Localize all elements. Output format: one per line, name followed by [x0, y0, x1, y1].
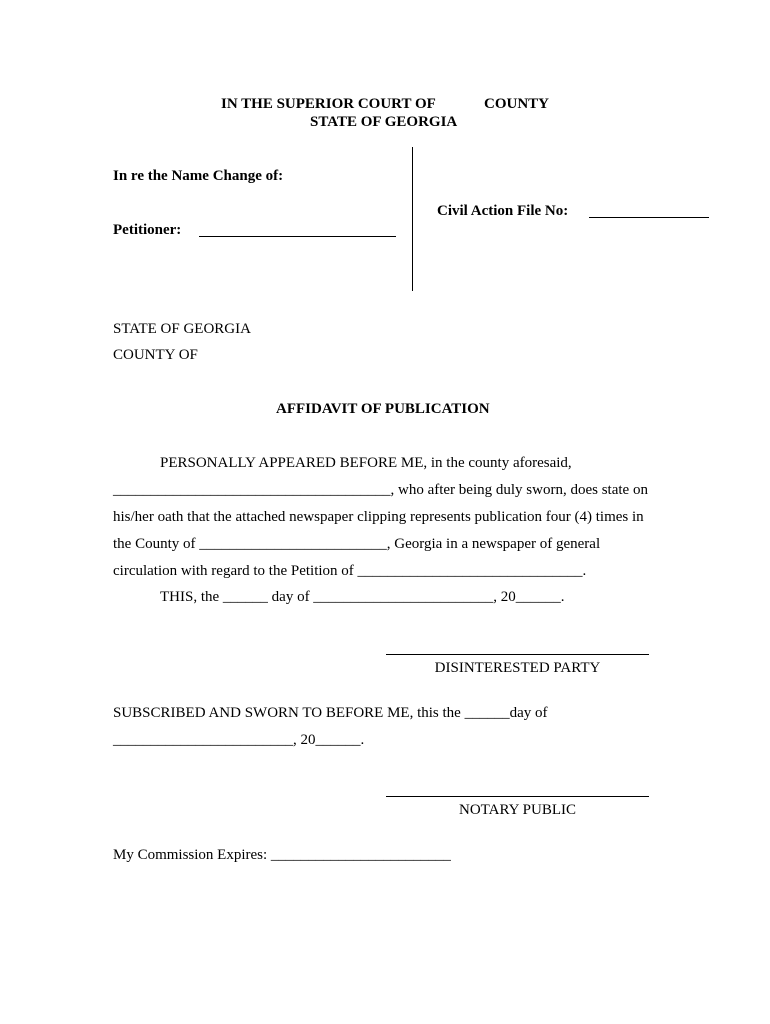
venue-state: STATE OF GEORGIA [113, 321, 251, 337]
body-line-5: circulation with regard to the Petition of ______________________________. [113, 563, 587, 579]
subscribed-line-1: SUBSCRIBED AND SWORN TO BEFORE ME, this the ______day of [113, 705, 548, 721]
caption-divider [412, 147, 413, 291]
document-title: AFFIDAVIT OF PUBLICATION [276, 401, 490, 417]
venue-county: COUNTY OF [113, 347, 198, 363]
party-signature-line[interactable] [386, 654, 649, 655]
body-line-1: PERSONALLY APPEARED BEFORE ME, in the county aforesaid, [160, 455, 572, 471]
petitioner-blank[interactable] [199, 236, 396, 237]
court-line: IN THE SUPERIOR COURT OF [221, 96, 436, 112]
petitioner-label: Petitioner: [113, 222, 182, 238]
party-signature-label: DISINTERESTED PARTY [434, 660, 601, 676]
body-line-3: his/her oath that the attached newspaper clipping represents publication four (4) times in [113, 509, 644, 525]
notary-signature-line[interactable] [386, 796, 649, 797]
civil-action-blank[interactable] [589, 217, 709, 218]
in-re-label: In re the Name Change of: [113, 168, 284, 184]
body-line-6: THIS, the ______ day of ________________________, 20______. [160, 589, 565, 605]
state-line: STATE OF GEORGIA [310, 114, 458, 130]
body-line-4: the County of _________________________, Georgia in a newspaper of general [113, 536, 601, 552]
notary-signature-label: NOTARY PUBLIC [458, 802, 576, 818]
commission-expires: My Commission Expires: ________________________ [113, 847, 451, 863]
county-label: COUNTY [484, 96, 550, 112]
civil-action-label: Civil Action File No: [437, 203, 569, 219]
subscribed-line-2: ________________________, 20______. [113, 732, 365, 748]
body-line-2: _____________________________________, who after being duly sworn, does state on [113, 482, 648, 498]
